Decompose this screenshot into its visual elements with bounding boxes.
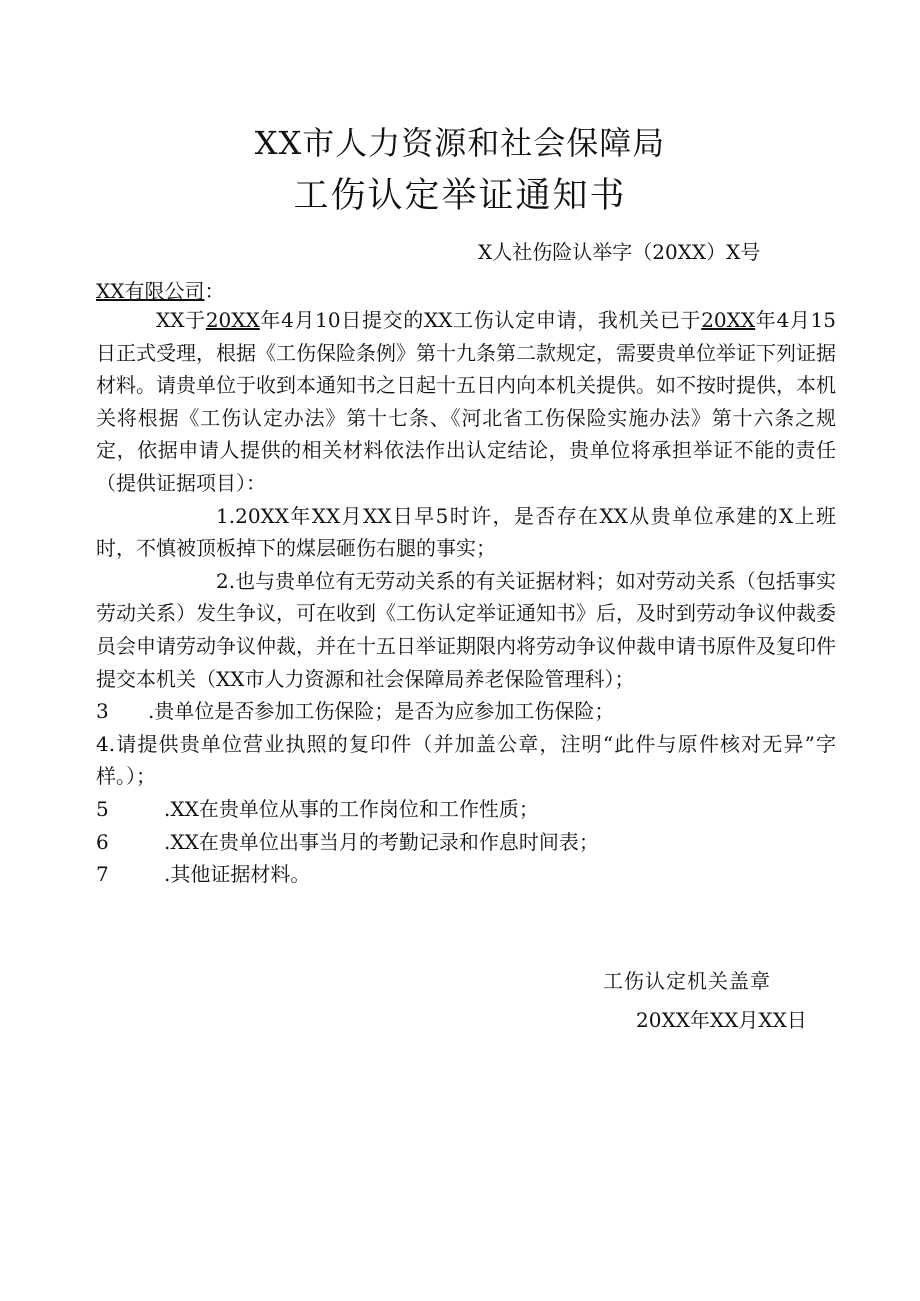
evidence-item-2 [96, 565, 836, 695]
item-text: .XX在贵单位出事当月的考勤记录和作息时间表； [164, 829, 599, 854]
evidence-item-1 [96, 500, 836, 565]
item-number: 7 [96, 862, 109, 887]
notice-body [96, 304, 836, 891]
evidence-item-4 [96, 728, 836, 793]
addressee [96, 275, 224, 304]
item-text: .XX在贵单位从事的工作岗位和工作性质； [164, 796, 539, 821]
item-number: 1. [216, 503, 236, 528]
item-number: 5 [96, 796, 109, 821]
intro-text-3: 年4月15日正式受理，根据《工伤保险条例》第十九条第二款规定，需要贵单位举证下列证据材料。请贵单位于收到本通知书之日起十五日内向本机关提供。如不按时提供，本机关将根据《工伤认定办法》第十七条、《河北省工伤保险实施办法》第十六条之规定，依据申请人提供的相关材料依法作出认定结论，贵单位将承担举证不能的责任（提供证据项目）： [96, 308, 836, 495]
item-number: 3 [96, 699, 109, 724]
addressee-colon: ： [204, 279, 225, 303]
evidence-item-5 [96, 793, 836, 826]
item-text: .请提供贵单位营业执照的复印件（并加盖公章，注明“此件与原件核对无异”字样。）； [96, 731, 836, 789]
item-text: .贵单位是否参加工伤保险；是否为应参加工伤保险； [148, 699, 615, 724]
intro-text-2: 年4月10日提交的XX工伤认定申请，我机关已于 [259, 308, 702, 332]
intro-paragraph [96, 304, 836, 500]
evidence-item-6 [96, 826, 836, 859]
document-number: X人社伤险认举字（20XX）X号 [478, 240, 761, 264]
intro-text-1: XX于 [156, 308, 206, 332]
intro-date-year-1: 20XX [205, 308, 260, 332]
item-number: 4 [96, 731, 109, 756]
evidence-item-7 [96, 858, 836, 891]
intro-date-year-2: 20XX [701, 308, 756, 332]
item-number: 6 [96, 829, 109, 854]
item-text: 20XX年XX月XX日早5时许，是否存在XX从贵单位承建的X上班时，不慎被顶板掉下的煤层砸伤右腿的事实； [96, 503, 836, 561]
item-number: 2 [216, 568, 229, 593]
authority-seal-label: 工伤认定机关盖章 [603, 969, 771, 993]
evidence-item-3 [96, 695, 836, 728]
item-text: .也与贵单位有无劳动关系的有关证据材料；如对劳动关系（包括事实劳动关系）发生争议，可在收到《工伤认定举证通知书》后，及时到劳动争议仲裁委员会申请劳动争议仲裁，并在十五日举证期限内将劳动争议仲裁申请书原件及复印件提交本机关（XX市人力资源和社会保障局养老保险管理科）； [96, 568, 836, 691]
issuing-authority-title: XX市人力资源和社会保障局 [254, 124, 666, 162]
document-title: 工伤认定举证通知书 [293, 176, 627, 216]
issue-date: 20XX年XX月XX日 [636, 1008, 807, 1032]
addressee-name: XX有限公司 [96, 279, 205, 303]
item-text: .其他证据材料。 [164, 862, 311, 887]
